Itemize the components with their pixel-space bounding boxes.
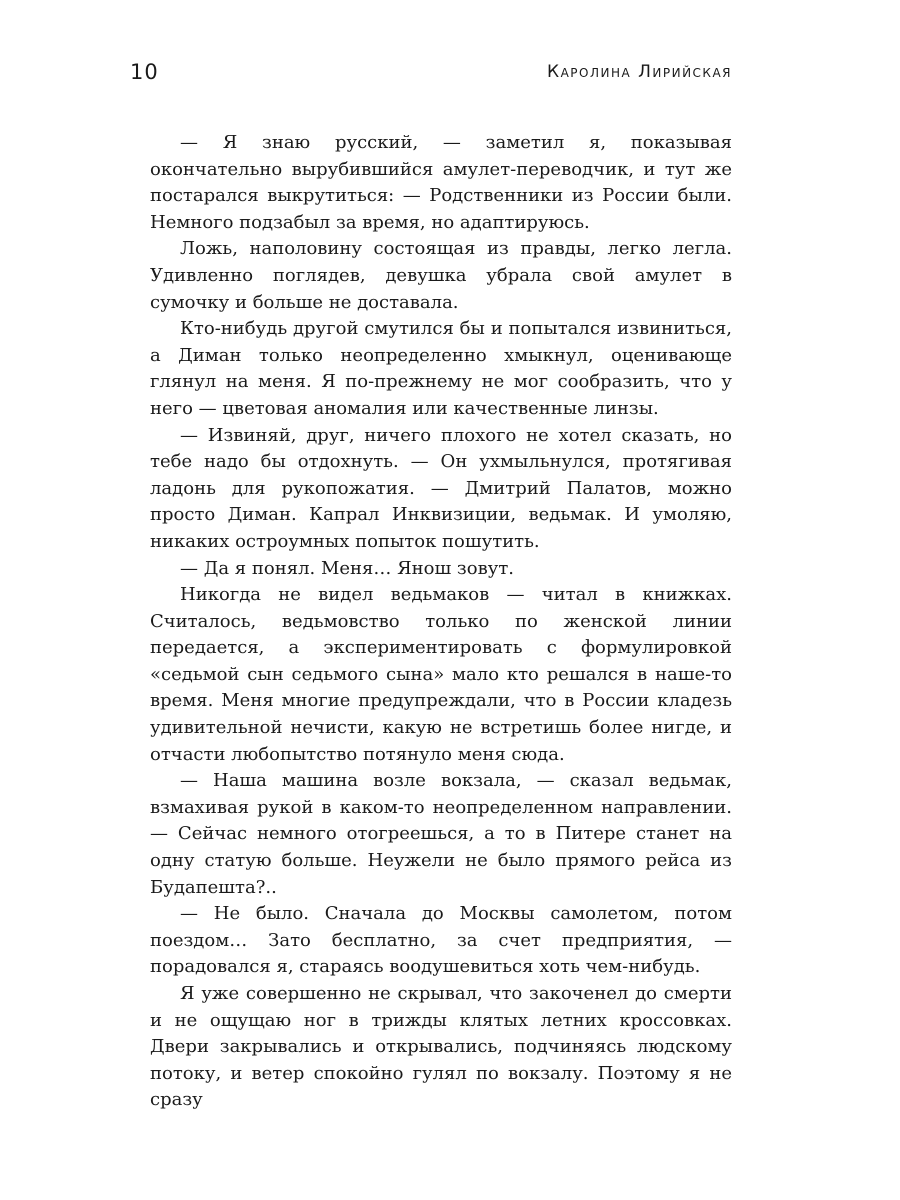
paragraph: — Не было. Сначала до Москвы самолетом, потом поездом… Зато бесплатно, за счет предприятия, — порадовался я, стараясь воодушевиться хоть чем-нибудь.	[150, 903, 732, 978]
paragraph: — Я знаю русский, — заметил я, показывая окончательно вырубившийся амулет-переводчик, и тут же постарался выкрутиться: — Родственники из России были. Немного подзабыл за время, но адаптируюсь.	[150, 132, 732, 233]
book-page-body	[150, 130, 732, 1114]
paragraph: — Да я понял. Меня… Янош зовут.	[180, 557, 514, 579]
paragraph: Кто-нибудь другой смутился бы и попытался извиниться, а Диман только неопределенно хмыкнул, оценивающе глянул на меня. Я по-прежнему не мог сообразить, что у него — цветовая аномалия или качественные линзы.	[150, 318, 732, 419]
running-head-author: Каролина Лирийская	[547, 62, 732, 82]
paragraph: — Извиняй, друг, ничего плохого не хотел сказать, но тебе надо бы отдохнуть. — Он ухмыльнулся, протягивая ладонь для рукопожатия. — Дмитрий Палатов, можно просто Диман. Капрал Инквизиции, ведьмак. И умоляю, никаких остроумных попыток пошутить.	[150, 424, 732, 552]
paragraph: Ложь, наполовину состоящая из правды, легко легла. Удивленно поглядев, девушка убрала свой амулет в сумочку и больше не доставала.	[150, 238, 732, 313]
paragraph: — Наша машина возле вокзала, — сказал ведьмак, взмахивая рукой в каком-то неопределенном направлении. — Сейчас немного отогреешься, а то в Питере станет на одну статую больше. Неужели не было прямого рейса из Будапешта?..	[150, 770, 732, 898]
paragraph: Никогда не видел ведьмаков — читал в книжках. Считалось, ведьмовство только по женской линии передается, а экспериментировать с формулировкой «седьмой сын седьмого сына» мало кто решался в наше-то время. Меня многие предупреждали, что в России кладезь удивительной нечисти, какую не встретишь более нигде, и отчасти любопытство потянуло меня сюда.	[150, 584, 732, 765]
page-number: 10	[130, 60, 159, 84]
paragraph: Я уже совершенно не скрывал, что закоченел до смерти и не ощущаю ног в трижды клятых летних кроссовках. Двери закрывались и открывались, подчиняясь людскому потоку, и ветер спокойно гулял по вокзалу. Поэтому я не сразу	[150, 983, 732, 1111]
